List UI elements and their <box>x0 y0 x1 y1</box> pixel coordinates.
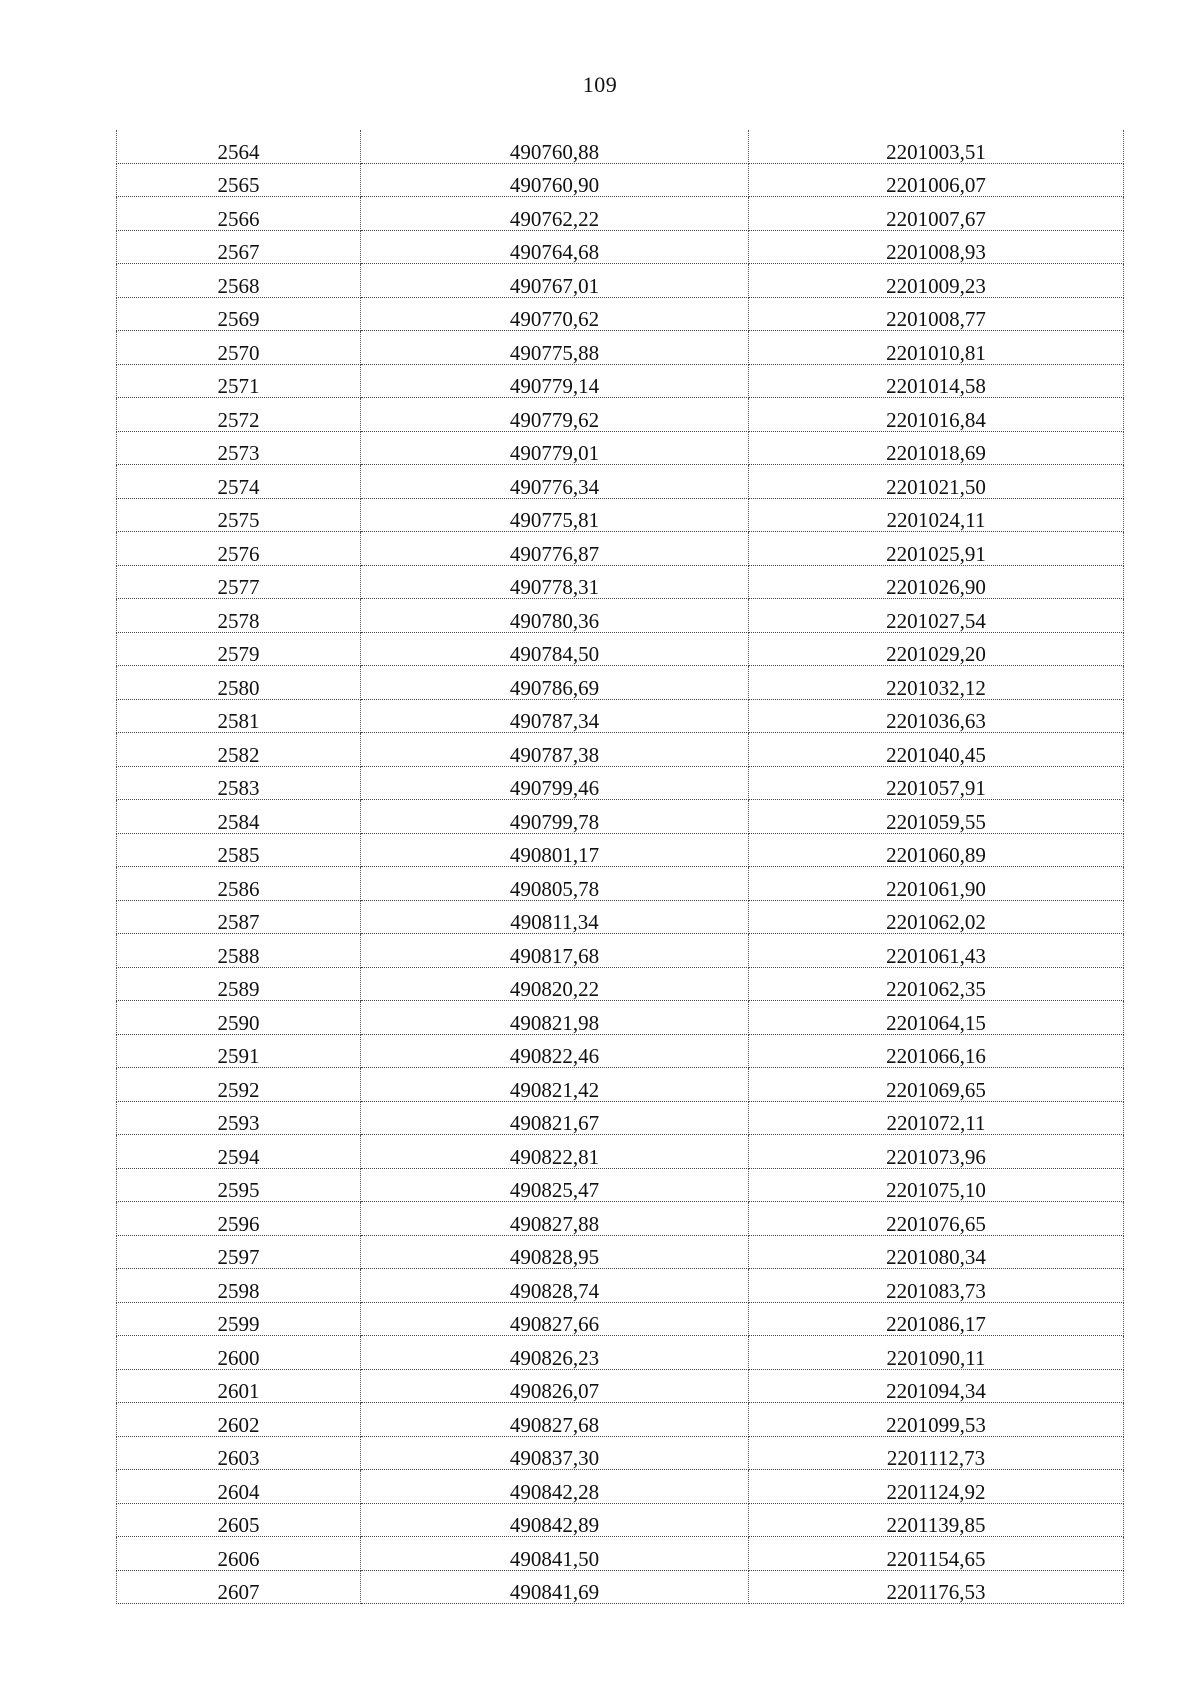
x-coordinate-cell: 490805,78 <box>361 867 749 901</box>
y-coordinate-cell: 2201009,23 <box>749 264 1124 298</box>
x-coordinate-cell: 490775,88 <box>361 331 749 365</box>
point-number-cell: 2599 <box>117 1302 361 1336</box>
table-row <box>117 1168 1124 1202</box>
y-coordinate-cell: 2201139,85 <box>749 1503 1124 1537</box>
y-coordinate-cell: 2201094,34 <box>749 1369 1124 1403</box>
x-coordinate-cell: 490762,22 <box>361 197 749 231</box>
point-number-cell: 2585 <box>117 833 361 867</box>
y-coordinate-cell: 2201073,96 <box>749 1135 1124 1169</box>
table-row <box>117 130 1124 163</box>
y-coordinate-cell: 2201026,90 <box>749 565 1124 599</box>
y-coordinate-cell: 2201008,77 <box>749 297 1124 331</box>
table-row <box>117 1403 1124 1437</box>
y-coordinate-cell: 2201176,53 <box>749 1570 1124 1604</box>
x-coordinate-cell: 490779,14 <box>361 364 749 398</box>
point-number-cell: 2594 <box>117 1135 361 1169</box>
y-coordinate-cell: 2201057,91 <box>749 766 1124 800</box>
x-coordinate-cell: 490841,69 <box>361 1570 749 1604</box>
table-row <box>117 1235 1124 1269</box>
y-coordinate-cell: 2201018,69 <box>749 431 1124 465</box>
y-coordinate-cell: 2201059,55 <box>749 800 1124 834</box>
y-coordinate-cell: 2201112,73 <box>749 1436 1124 1470</box>
point-number-cell: 2569 <box>117 297 361 331</box>
x-coordinate-cell: 490842,89 <box>361 1503 749 1537</box>
y-coordinate-cell: 2201007,67 <box>749 197 1124 231</box>
point-number-cell: 2586 <box>117 867 361 901</box>
x-coordinate-cell: 490787,38 <box>361 733 749 767</box>
table-row <box>117 666 1124 700</box>
point-number-cell: 2567 <box>117 230 361 264</box>
y-coordinate-cell: 2201027,54 <box>749 599 1124 633</box>
point-number-cell: 2592 <box>117 1068 361 1102</box>
table-row <box>117 398 1124 432</box>
y-coordinate-cell: 2201069,65 <box>749 1068 1124 1102</box>
y-coordinate-cell: 2201072,11 <box>749 1101 1124 1135</box>
x-coordinate-cell: 490778,31 <box>361 565 749 599</box>
y-coordinate-cell: 2201154,65 <box>749 1537 1124 1571</box>
x-coordinate-cell: 490821,98 <box>361 1001 749 1035</box>
table-row <box>117 1101 1124 1135</box>
point-number-cell: 2598 <box>117 1269 361 1303</box>
table-row <box>117 934 1124 968</box>
table-row <box>117 1369 1124 1403</box>
y-coordinate-cell: 2201025,91 <box>749 532 1124 566</box>
y-coordinate-cell: 2201006,07 <box>749 163 1124 197</box>
table-row <box>117 833 1124 867</box>
table-row <box>117 1503 1124 1537</box>
x-coordinate-cell: 490799,46 <box>361 766 749 800</box>
y-coordinate-cell: 2201080,34 <box>749 1235 1124 1269</box>
table-row <box>117 1537 1124 1571</box>
table-row <box>117 230 1124 264</box>
point-number-cell: 2589 <box>117 967 361 1001</box>
x-coordinate-cell: 490820,22 <box>361 967 749 1001</box>
coordinates-table <box>116 130 1124 1604</box>
y-coordinate-cell: 2201090,11 <box>749 1336 1124 1370</box>
x-coordinate-cell: 490779,01 <box>361 431 749 465</box>
x-coordinate-cell: 490826,07 <box>361 1369 749 1403</box>
table-row <box>117 498 1124 532</box>
point-number-cell: 2571 <box>117 364 361 398</box>
y-coordinate-cell: 2201076,65 <box>749 1202 1124 1236</box>
table-row <box>117 632 1124 666</box>
x-coordinate-cell: 490842,28 <box>361 1470 749 1504</box>
table-row <box>117 599 1124 633</box>
point-number-cell: 2582 <box>117 733 361 767</box>
x-coordinate-cell: 490821,42 <box>361 1068 749 1102</box>
point-number-cell: 2590 <box>117 1001 361 1035</box>
x-coordinate-cell: 490780,36 <box>361 599 749 633</box>
point-number-cell: 2602 <box>117 1403 361 1437</box>
point-number-cell: 2573 <box>117 431 361 465</box>
table-row <box>117 766 1124 800</box>
table-row <box>117 465 1124 499</box>
table-row <box>117 264 1124 298</box>
y-coordinate-cell: 2201060,89 <box>749 833 1124 867</box>
table-row <box>117 699 1124 733</box>
table-row <box>117 1570 1124 1604</box>
x-coordinate-cell: 490760,88 <box>361 130 749 163</box>
x-coordinate-cell: 490827,66 <box>361 1302 749 1336</box>
table-row <box>117 1470 1124 1504</box>
point-number-cell: 2568 <box>117 264 361 298</box>
x-coordinate-cell: 490822,46 <box>361 1034 749 1068</box>
x-coordinate-cell: 490770,62 <box>361 297 749 331</box>
table-row <box>117 197 1124 231</box>
y-coordinate-cell: 2201061,90 <box>749 867 1124 901</box>
point-number-cell: 2565 <box>117 163 361 197</box>
x-coordinate-cell: 490775,81 <box>361 498 749 532</box>
y-coordinate-cell: 2201124,92 <box>749 1470 1124 1504</box>
point-number-cell: 2576 <box>117 532 361 566</box>
y-coordinate-cell: 2201003,51 <box>749 130 1124 163</box>
y-coordinate-cell: 2201064,15 <box>749 1001 1124 1035</box>
table-row <box>117 1336 1124 1370</box>
table-row <box>117 1068 1124 1102</box>
point-number-cell: 2584 <box>117 800 361 834</box>
point-number-cell: 2578 <box>117 599 361 633</box>
point-number-cell: 2581 <box>117 699 361 733</box>
y-coordinate-cell: 2201075,10 <box>749 1168 1124 1202</box>
table-row <box>117 867 1124 901</box>
y-coordinate-cell: 2201062,35 <box>749 967 1124 1001</box>
point-number-cell: 2564 <box>117 130 361 163</box>
y-coordinate-cell: 2201066,16 <box>749 1034 1124 1068</box>
table-row <box>117 1202 1124 1236</box>
table-row <box>117 800 1124 834</box>
x-coordinate-cell: 490825,47 <box>361 1168 749 1202</box>
x-coordinate-cell: 490837,30 <box>361 1436 749 1470</box>
y-coordinate-cell: 2201036,63 <box>749 699 1124 733</box>
point-number-cell: 2603 <box>117 1436 361 1470</box>
x-coordinate-cell: 490827,88 <box>361 1202 749 1236</box>
point-number-cell: 2595 <box>117 1168 361 1202</box>
point-number-cell: 2591 <box>117 1034 361 1068</box>
point-number-cell: 2583 <box>117 766 361 800</box>
table-row <box>117 163 1124 197</box>
x-coordinate-cell: 490821,67 <box>361 1101 749 1135</box>
x-coordinate-cell: 490828,95 <box>361 1235 749 1269</box>
x-coordinate-cell: 490767,01 <box>361 264 749 298</box>
point-number-cell: 2579 <box>117 632 361 666</box>
x-coordinate-cell: 490826,23 <box>361 1336 749 1370</box>
y-coordinate-cell: 2201083,73 <box>749 1269 1124 1303</box>
table-row <box>117 1269 1124 1303</box>
x-coordinate-cell: 490799,78 <box>361 800 749 834</box>
point-number-cell: 2577 <box>117 565 361 599</box>
table-row <box>117 1001 1124 1035</box>
y-coordinate-cell: 2201021,50 <box>749 465 1124 499</box>
table-row <box>117 364 1124 398</box>
point-number-cell: 2600 <box>117 1336 361 1370</box>
x-coordinate-cell: 490786,69 <box>361 666 749 700</box>
table-row <box>117 1436 1124 1470</box>
y-coordinate-cell: 2201032,12 <box>749 666 1124 700</box>
x-coordinate-cell: 490776,87 <box>361 532 749 566</box>
table-row <box>117 1034 1124 1068</box>
point-number-cell: 2588 <box>117 934 361 968</box>
x-coordinate-cell: 490828,74 <box>361 1269 749 1303</box>
table-row <box>117 532 1124 566</box>
x-coordinate-cell: 490764,68 <box>361 230 749 264</box>
x-coordinate-cell: 490811,34 <box>361 900 749 934</box>
point-number-cell: 2574 <box>117 465 361 499</box>
x-coordinate-cell: 490776,34 <box>361 465 749 499</box>
table-row <box>117 1302 1124 1336</box>
point-number-cell: 2570 <box>117 331 361 365</box>
point-number-cell: 2566 <box>117 197 361 231</box>
x-coordinate-cell: 490817,68 <box>361 934 749 968</box>
point-number-cell: 2593 <box>117 1101 361 1135</box>
point-number-cell: 2607 <box>117 1570 361 1604</box>
x-coordinate-cell: 490787,34 <box>361 699 749 733</box>
table-row <box>117 331 1124 365</box>
table-row <box>117 431 1124 465</box>
table-row <box>117 967 1124 1001</box>
point-number-cell: 2596 <box>117 1202 361 1236</box>
y-coordinate-cell: 2201062,02 <box>749 900 1124 934</box>
table-row <box>117 733 1124 767</box>
y-coordinate-cell: 2201014,58 <box>749 364 1124 398</box>
x-coordinate-cell: 490822,81 <box>361 1135 749 1169</box>
point-number-cell: 2604 <box>117 1470 361 1504</box>
point-number-cell: 2580 <box>117 666 361 700</box>
y-coordinate-cell: 2201099,53 <box>749 1403 1124 1437</box>
x-coordinate-cell: 490801,17 <box>361 833 749 867</box>
table-row <box>117 1135 1124 1169</box>
x-coordinate-cell: 490779,62 <box>361 398 749 432</box>
y-coordinate-cell: 2201029,20 <box>749 632 1124 666</box>
point-number-cell: 2572 <box>117 398 361 432</box>
y-coordinate-cell: 2201024,11 <box>749 498 1124 532</box>
point-number-cell: 2587 <box>117 900 361 934</box>
y-coordinate-cell: 2201008,93 <box>749 230 1124 264</box>
page-number: 109 <box>582 72 618 97</box>
x-coordinate-cell: 490784,50 <box>361 632 749 666</box>
x-coordinate-cell: 490760,90 <box>361 163 749 197</box>
x-coordinate-cell: 490841,50 <box>361 1537 749 1571</box>
table-row <box>117 565 1124 599</box>
y-coordinate-cell: 2201016,84 <box>749 398 1124 432</box>
coordinates-table-body <box>117 130 1124 1604</box>
x-coordinate-cell: 490827,68 <box>361 1403 749 1437</box>
table-row <box>117 297 1124 331</box>
table-row <box>117 900 1124 934</box>
y-coordinate-cell: 2201040,45 <box>749 733 1124 767</box>
y-coordinate-cell: 2201010,81 <box>749 331 1124 365</box>
y-coordinate-cell: 2201086,17 <box>749 1302 1124 1336</box>
point-number-cell: 2575 <box>117 498 361 532</box>
y-coordinate-cell: 2201061,43 <box>749 934 1124 968</box>
point-number-cell: 2606 <box>117 1537 361 1571</box>
point-number-cell: 2597 <box>117 1235 361 1269</box>
point-number-cell: 2601 <box>117 1369 361 1403</box>
point-number-cell: 2605 <box>117 1503 361 1537</box>
